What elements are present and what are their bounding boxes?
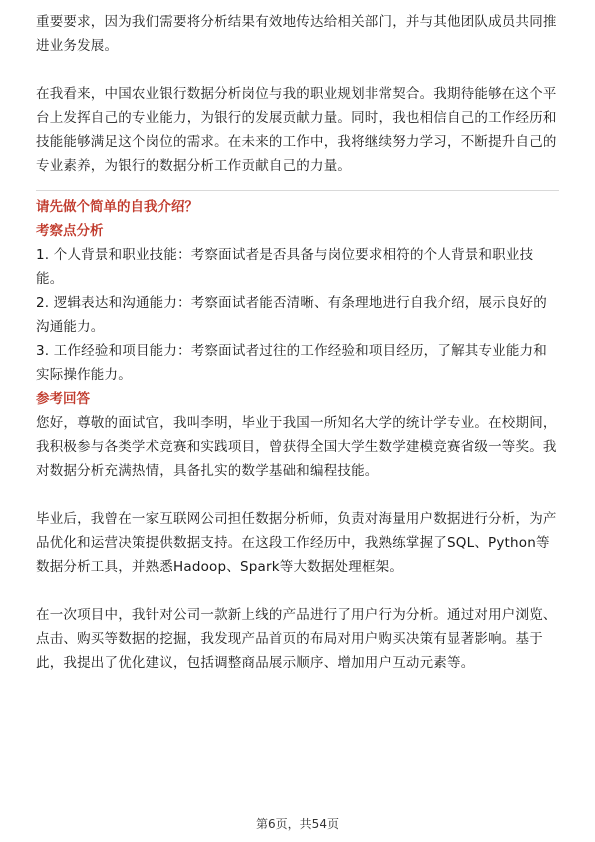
analysis-heading: 考察点分析	[36, 223, 104, 239]
answer-heading: 参考回答	[36, 391, 90, 407]
answer-paragraph-3: 在一次项目中，我针对公司一款新上线的产品进行了用户行为分析。通过对用户浏览、点击、购买等数据的挖掘，我发现产品首页的布局对用户购买决策有显著影响。基于此，我提出了优化建议，包括调整商品展示顺序、增加用户互动元素等。	[36, 607, 557, 671]
answer-paragraph-2: 毕业后，我曾在一家互联网公司担任数据分析师，负责对海量用户数据进行分析，为产品优化和运营决策提供数据支持。在这段工作经历中，我熟练掌握了SQL、Python等数据分析工具，并熟悉Hadoop、Spark等大数据处理框架。	[36, 511, 557, 575]
intro-paragraph-1: 重要要求，因为我们需要将分析结果有效地传达给相关部门，并与其他团队成员共同推进业务发展。	[36, 14, 557, 54]
document-page	[36, 10, 559, 675]
intro-paragraph-2: 在我看来，中国农业银行数据分析岗位与我的职业规划非常契合。我期待能够在这个平台上发挥自己的专业能力，为银行的发展贡献力量。同时，我也相信自己的工作经历和技能能够满足这个岗位的需求。在未来的工作中，我将继续努力学习，不断提升自己的专业素养，为银行的数据分析工作贡献自己的力量。	[36, 86, 557, 174]
interview-question: 请先做个简单的自我介绍？	[36, 199, 198, 215]
analysis-item-3: 3. 工作经验和项目能力：考察面试者过往的工作经验和项目经历，了解其专业能力和实际操作能力。	[36, 343, 547, 383]
section-divider	[36, 190, 559, 191]
answer-paragraph-1: 您好，尊敬的面试官，我叫李明，毕业于我国一所知名大学的统计学专业。在校期间，我积极参与各类学术竞赛和实践项目，曾获得全国大学生数学建模竞赛省级一等奖。我对数据分析充满热情，具备扎实的数学基础和编程技能。	[36, 415, 557, 479]
analysis-item-1: 1. 个人背景和职业技能：考察面试者是否具备与岗位要求相符的个人背景和职业技能。	[36, 247, 534, 287]
page-number: 第6页，共54页	[256, 817, 339, 831]
analysis-item-2: 2. 逻辑表达和沟通能力：考察面试者能否清晰、有条理地进行自我介绍，展示良好的沟通能力。	[36, 295, 547, 335]
